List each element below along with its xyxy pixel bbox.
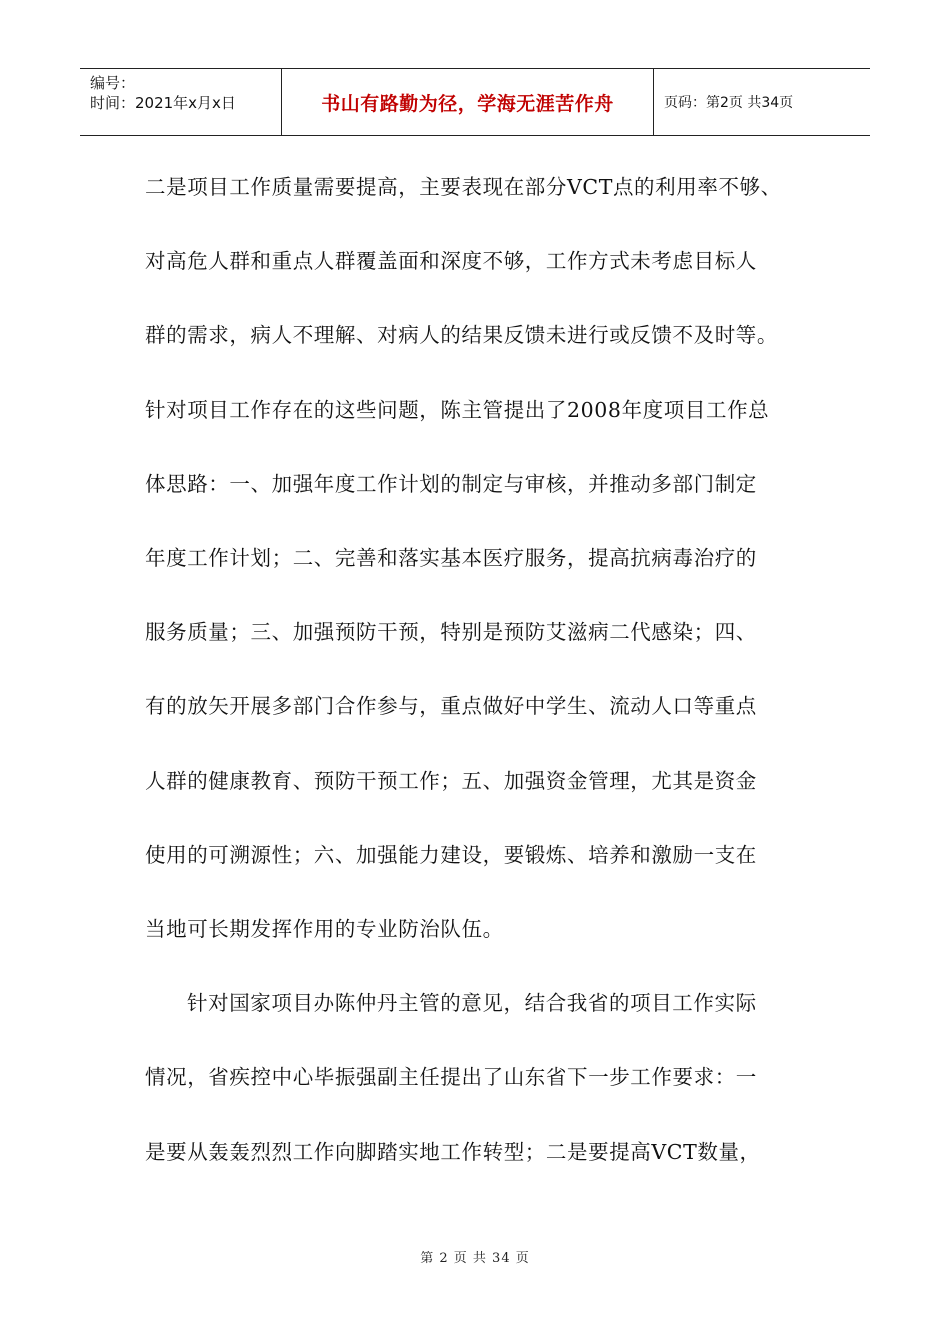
body-line: 使用的可溯源性；六、加强能力建设，要锻炼、培养和激励一支在 — [145, 842, 757, 867]
page-footer: 第 2 页 共 34 页 — [420, 1251, 530, 1266]
header-page-info: 页码：第2页 共34页 — [664, 95, 794, 111]
header-motto: 书山有路勤为径，学海无涯苦作舟 — [282, 69, 654, 135]
body-line: 有的放矢开展多部门合作参与，重点做好中学生、流动人口等重点 — [145, 694, 757, 719]
header-table — [80, 68, 870, 136]
body-line: 针对项目工作存在的这些问题，陈主管提出了2008年度项目工作总 — [145, 397, 770, 422]
document-body — [145, 150, 825, 1189]
body-line: 对高危人群和重点人群覆盖面和深度不够，工作方式未考虑目标人 — [145, 249, 757, 274]
body-line: 针对国家项目办陈仲丹主管的意见，结合我省的项目工作实际 — [187, 991, 757, 1016]
body-line: 二是项目工作质量需要提高，主要表现在部分VCT点的利用率不够、 — [145, 175, 782, 199]
document-number-label: 编号： — [90, 74, 136, 92]
body-line: 当地可长期发挥作用的专业防治队伍。 — [145, 917, 504, 942]
body-line: 是要从轰轰烈烈工作向脚踏实地工作转型；二是要提高VCT数量， — [145, 1139, 761, 1164]
body-line: 年度工作计划；二、完善和落实基本医疗服务，提高抗病毒治疗的 — [145, 546, 757, 571]
body-line: 群的需求，病人不理解、对病人的结果反馈未进行或反馈不及时等。 — [145, 323, 778, 348]
body-line: 体思路：一、加强年度工作计划的制定与审核，并推动多部门制定 — [145, 471, 757, 496]
body-line: 情况，省疾控中心毕振强副主任提出了山东省下一步工作要求：一 — [145, 1065, 757, 1090]
body-line: 人群的健康教育、预防干预工作；五、加强资金管理，尤其是资金 — [145, 768, 757, 793]
header-meta-cell — [80, 69, 282, 135]
body-line: 服务质量；三、加强预防干预，特别是预防艾滋病二代感染；四、 — [145, 620, 757, 645]
document-time-label: 时间：2021年x月x日 — [90, 94, 236, 112]
